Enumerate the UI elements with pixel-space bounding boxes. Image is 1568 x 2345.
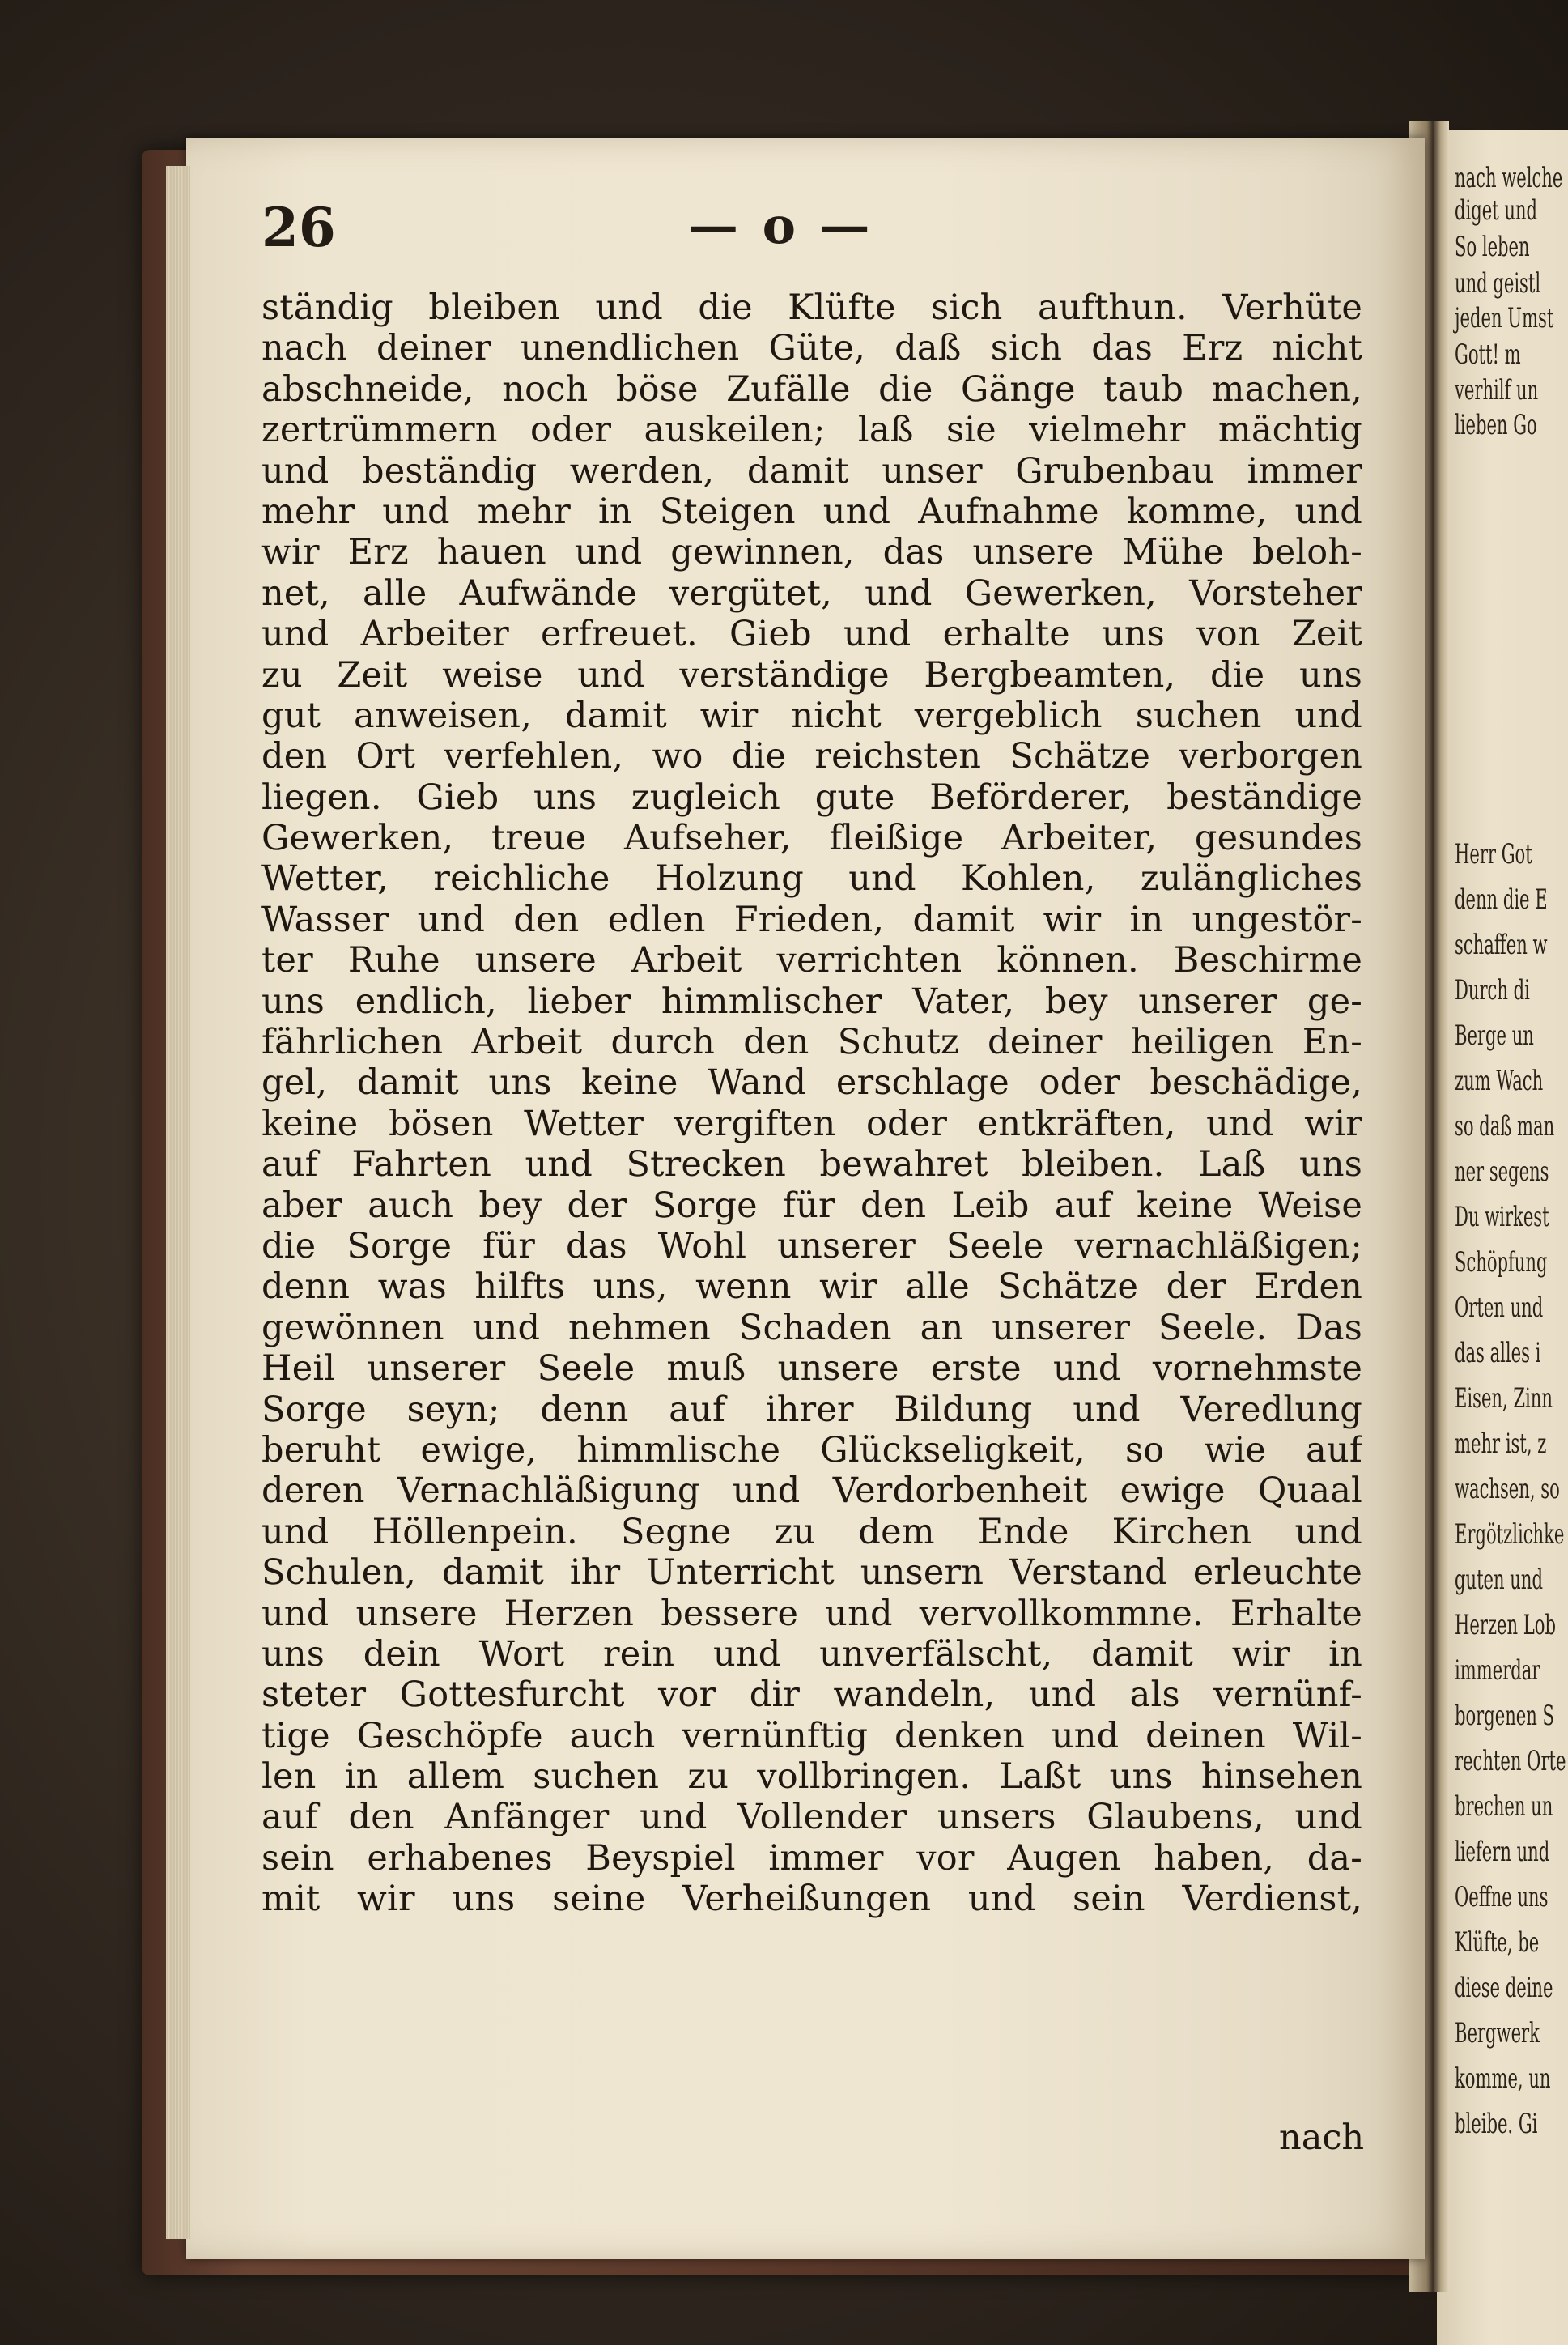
text-line: denn was hilfts uns, wenn wir alle Schätze der Erden xyxy=(261,1266,1362,1308)
header-ornament: — o — xyxy=(688,196,873,255)
facing-page-line: Herr Got xyxy=(1455,838,1532,870)
text-line: deren Vernachläßigung und Verdorbenheit ewige Quaal xyxy=(261,1470,1362,1512)
facing-page-line: das alles i xyxy=(1455,1337,1541,1369)
text-line: net, alle Aufwände vergütet, und Gewerken, Vorsteher xyxy=(261,572,1362,614)
text-line: auf den Anfänger und Vollender unsers Glaubens, und xyxy=(261,1797,1362,1838)
facing-page-line: Klüfte, be xyxy=(1455,1926,1540,1959)
facing-page-line: ner segens xyxy=(1455,1155,1549,1188)
text-line: Wetter, reichliche Holzung und Kohlen, zulängliches xyxy=(261,858,1362,900)
facing-page-line: diget und xyxy=(1455,194,1538,227)
text-line: uns dein Wort rein und unverfälscht, damit wir in xyxy=(261,1633,1362,1675)
facing-page-line: bleibe. Gi xyxy=(1455,2108,1538,2140)
text-line: abschneide, noch böse Zufälle die Gänge taub machen, xyxy=(261,368,1362,410)
text-line: mit wir uns seine Verheißungen und sein Verdienst, xyxy=(261,1879,1362,1920)
facing-page-line: liefern und xyxy=(1455,1836,1550,1868)
text-line: gewönnen und nehmen Schaden an unserer Seele. Das xyxy=(261,1307,1362,1348)
text-line: liegen. Gieb uns zugleich gute Beförderer, beständige xyxy=(261,777,1362,818)
facing-page-line: Gott! m xyxy=(1455,338,1521,371)
text-line: gut anweisen, damit wir nicht vergeblich suchen und xyxy=(261,695,1362,736)
facing-page-line: lieben Go xyxy=(1455,409,1537,441)
text-line: tige Geschöpfe auch vernünftig denken und deinen Wil- xyxy=(261,1715,1362,1756)
text-line: uns endlich, lieber himmlischer Vater, bey unserer ge- xyxy=(261,981,1362,1022)
facing-page-line: Schöpfung xyxy=(1455,1246,1548,1279)
facing-page-line: nach welche xyxy=(1455,162,1563,194)
text-line: gel, damit uns keine Wand erschlage oder beschädige, xyxy=(261,1062,1362,1104)
body-text xyxy=(261,287,1362,1920)
text-line: auf Fahrten und Strecken bewahret bleiben. Laß uns xyxy=(261,1144,1362,1185)
facing-page xyxy=(1437,130,1568,2345)
facing-page-line: und geistl xyxy=(1455,267,1541,300)
facing-page-line: zum Wach xyxy=(1455,1065,1544,1097)
page-number: 26 xyxy=(261,196,336,259)
catchword: nach xyxy=(1279,2117,1365,2158)
text-line: und unsere Herzen bessere und vervollkommne. Erhalte xyxy=(261,1593,1362,1634)
facing-page-line: guten und xyxy=(1455,1564,1543,1596)
facing-page-line: Du wirkest xyxy=(1455,1201,1549,1233)
facing-page-line: Durch di xyxy=(1455,974,1530,1007)
facing-page-line: Bergwerk xyxy=(1455,2017,1540,2049)
text-line: zu Zeit weise und verständige Bergbeamten, die uns xyxy=(261,654,1362,696)
text-line: Wasser und den edlen Frieden, damit wir in ungestör- xyxy=(261,899,1362,940)
text-line: len in allem suchen zu vollbringen. Laßt uns hinsehen xyxy=(261,1756,1362,1798)
facing-page-line: rechten Orte xyxy=(1455,1745,1566,1777)
text-line: mehr und mehr in Steigen und Aufnahme komme, und xyxy=(261,491,1362,532)
text-line: wir Erz hauen und gewinnen, das unsere Mühe beloh- xyxy=(261,532,1362,573)
page-header xyxy=(0,196,1568,261)
facing-page-line: immerdar xyxy=(1455,1654,1540,1687)
facing-page-line: so daß man xyxy=(1455,1110,1555,1143)
text-line: aber auch bey der Sorge für den Leib auf keine Weise xyxy=(261,1185,1362,1226)
text-line: Sorge seyn; denn auf ihrer Bildung und Veredlung xyxy=(261,1389,1362,1430)
facing-page-line: Berge un xyxy=(1455,1019,1534,1052)
text-line: nach deiner unendlichen Güte, daß sich das Erz nicht xyxy=(261,328,1362,369)
text-line: steter Gottesfurcht vor dir wandeln, und als vernünf- xyxy=(261,1675,1362,1716)
text-line: ter Ruhe unsere Arbeit verrichten können. Beschirme xyxy=(261,940,1362,981)
facing-page-line: Herzen Lob xyxy=(1455,1609,1556,1641)
facing-page-line: Eisen, Zinn xyxy=(1455,1382,1553,1415)
text-line: beruht ewige, himmlische Glückseligkeit, so wie auf xyxy=(261,1429,1362,1470)
page-edges xyxy=(166,166,190,2239)
text-line: ständig bleiben und die Klüfte sich aufthun. Verhüte xyxy=(261,287,1362,328)
text-line: Heil unserer Seele muß unsere erste und vornehmste xyxy=(261,1348,1362,1390)
facing-page-line: denn die E xyxy=(1455,883,1548,916)
text-line: fährlichen Arbeit durch den Schutz deiner heiligen En- xyxy=(261,1022,1362,1063)
text-line: den Ort verfehlen, wo die reichsten Schätze verborgen xyxy=(261,736,1362,777)
text-line: und Arbeiter erfreuet. Gieb und erhalte uns von Zeit xyxy=(261,614,1362,655)
text-line: Gewerken, treue Aufseher, fleißige Arbeiter, gesundes xyxy=(261,818,1362,859)
text-line: sein erhabenes Beyspiel immer vor Augen haben, da- xyxy=(261,1837,1362,1879)
text-line: und beständig werden, damit unser Grubenbau immer xyxy=(261,450,1362,492)
text-line: Schulen, damit ihr Unterricht unsern Verstand erleuchte xyxy=(261,1552,1362,1594)
facing-page-line: borgenen S xyxy=(1455,1700,1555,1732)
text-line: zertrümmern oder auskeilen; laß sie vielmehr mächtig xyxy=(261,410,1362,451)
facing-page-line: Orten und xyxy=(1455,1292,1544,1324)
facing-page-line: verhilf un xyxy=(1455,374,1539,406)
facing-page-line: diese deine xyxy=(1455,1972,1553,2004)
facing-page-line: mehr ist, z xyxy=(1455,1428,1547,1460)
facing-page-line: Oeffne uns xyxy=(1455,1881,1549,1913)
text-line: keine bösen Wetter vergiften oder entkräften, und wir xyxy=(261,1103,1362,1144)
facing-page-line: komme, un xyxy=(1455,2062,1551,2095)
facing-page-line: schaffen w xyxy=(1455,929,1548,961)
text-line: die Sorge für das Wohl unserer Seele vernachläßigen; xyxy=(261,1225,1362,1266)
facing-page-line: jeden Umst xyxy=(1455,302,1554,334)
text-line: und Höllenpein. Segne zu dem Ende Kirchen und xyxy=(261,1511,1362,1552)
facing-page-line: So leben xyxy=(1455,231,1530,263)
facing-page-line: Ergötzlichke xyxy=(1455,1518,1565,1551)
facing-page-line: wachsen, so xyxy=(1455,1473,1560,1505)
facing-page-line: brechen un xyxy=(1455,1790,1553,1823)
